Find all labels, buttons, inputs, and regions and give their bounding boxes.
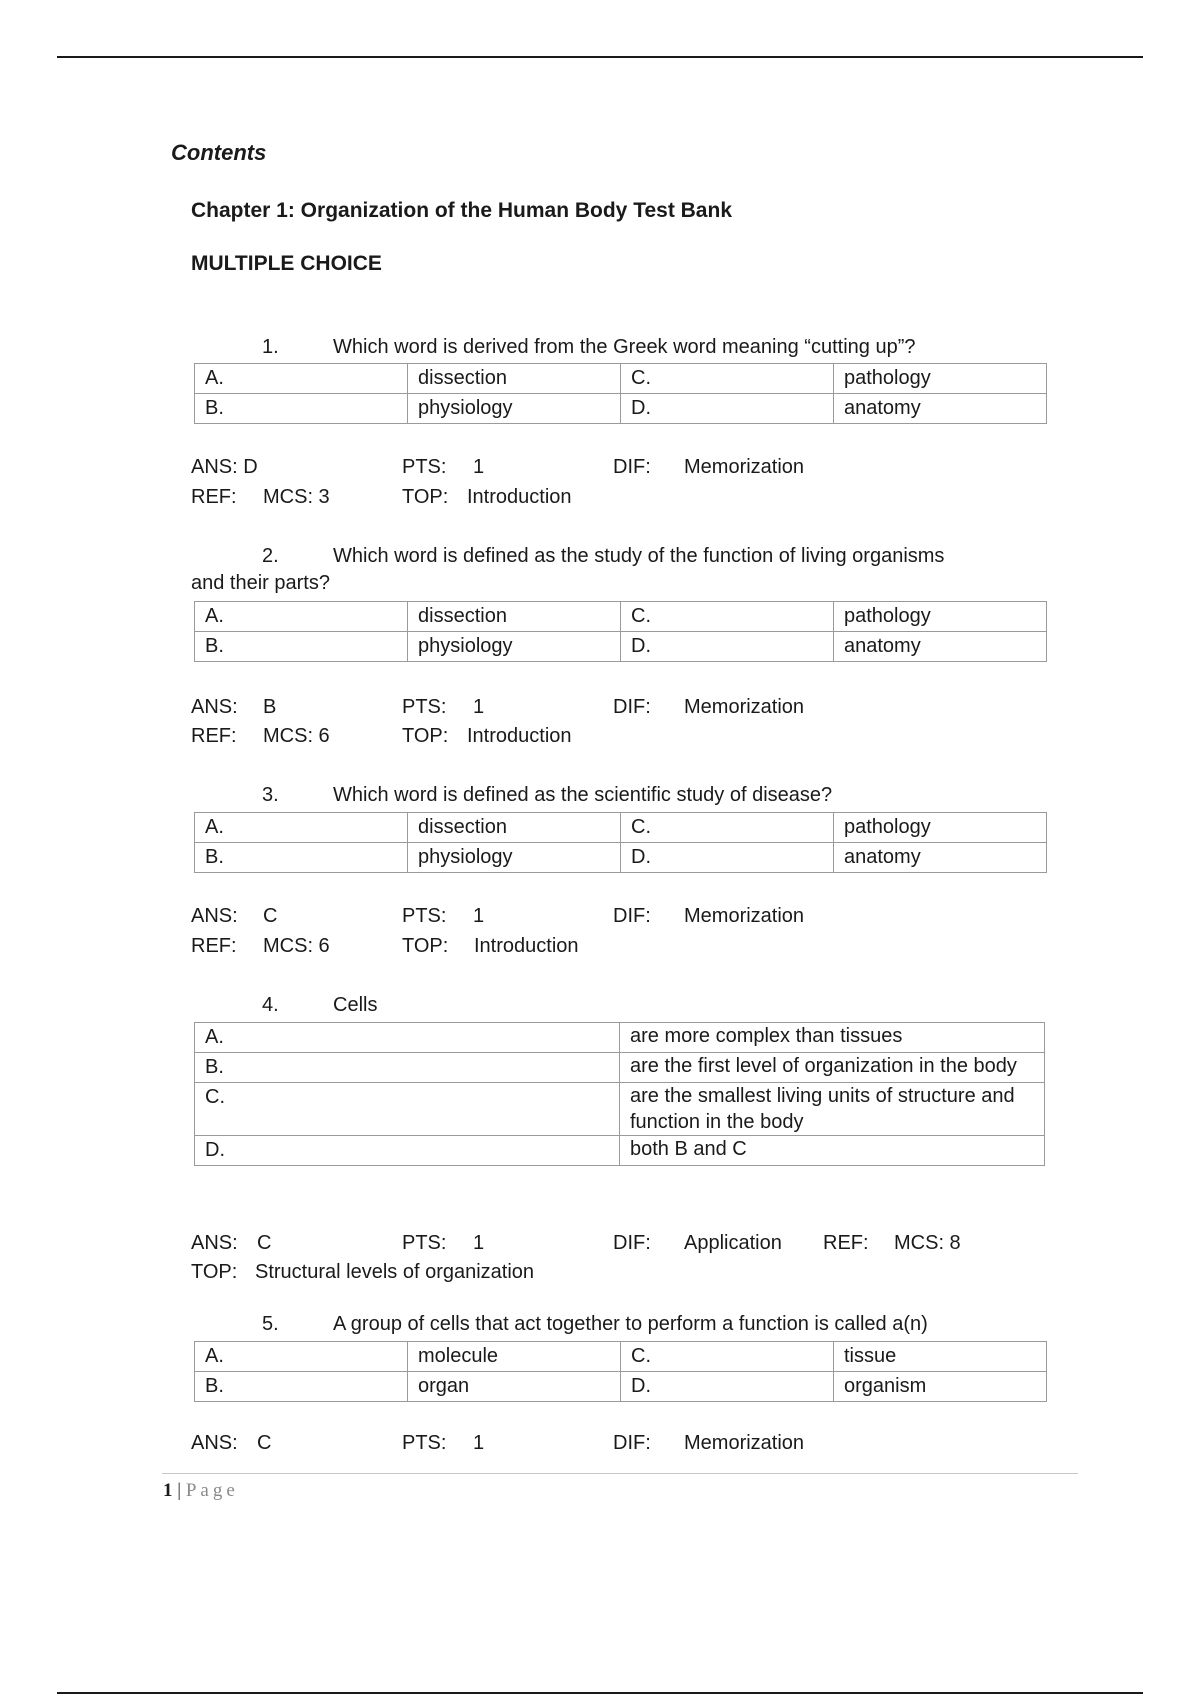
option-letter: B. xyxy=(195,632,408,662)
answer-value: B xyxy=(263,696,277,718)
reference-label: REF: xyxy=(191,486,237,508)
table-row xyxy=(195,1136,1045,1166)
question-text: Cells xyxy=(333,994,378,1016)
difficulty-label: DIF: xyxy=(613,905,651,927)
answer-label: ANS: xyxy=(191,1232,238,1254)
option-letter: A. xyxy=(195,1342,408,1372)
answer-label: ANS: xyxy=(191,696,238,718)
difficulty-value: Application xyxy=(684,1232,782,1254)
difficulty-label: DIF: xyxy=(613,1232,651,1254)
option-text: anatomy xyxy=(834,394,1047,424)
table-row xyxy=(195,1083,1045,1136)
question-number: 5. xyxy=(262,1313,279,1335)
table-row xyxy=(195,632,1047,662)
option-text: anatomy xyxy=(834,632,1047,662)
topic-value: Introduction xyxy=(467,725,572,747)
section-heading: MULTIPLE CHOICE xyxy=(191,252,382,275)
option-text: tissue xyxy=(834,1342,1047,1372)
page-separator: | xyxy=(177,1480,182,1501)
option-letter: A. xyxy=(195,602,408,632)
topic-label: TOP: xyxy=(402,725,449,747)
page-number: 1 xyxy=(163,1480,173,1501)
table-row xyxy=(195,1053,1045,1083)
topic-label: TOP: xyxy=(402,486,449,508)
option-text: physiology xyxy=(408,843,621,873)
points-value: 1 xyxy=(473,696,485,718)
option-letter: D. xyxy=(621,843,834,873)
topic-label: TOP: xyxy=(402,935,449,957)
reference-label: REF: xyxy=(191,725,237,747)
option-text: organism xyxy=(834,1372,1047,1402)
option-letter: B. xyxy=(195,1372,408,1402)
option-letter: B. xyxy=(195,394,408,424)
question-number: 1. xyxy=(262,336,279,358)
difficulty-label: DIF: xyxy=(613,1432,651,1454)
option-text: dissection xyxy=(408,813,621,843)
points-label: PTS: xyxy=(402,456,447,478)
reference-label: REF: xyxy=(823,1232,869,1254)
option-letter: C. xyxy=(621,1342,834,1372)
topic-value: Structural levels of organization xyxy=(255,1261,535,1283)
option-text: are the first level of organization in the body xyxy=(620,1053,1045,1083)
points-value: 1 xyxy=(473,905,485,927)
question-text: Which word is defined as the study of the function of living organisms xyxy=(333,545,945,567)
footer-rule xyxy=(162,1473,1078,1474)
table-row xyxy=(195,1372,1047,1402)
options-table-5 xyxy=(194,1341,1047,1402)
options-table-4 xyxy=(194,1022,1045,1166)
page-footer xyxy=(163,1480,239,1502)
option-text: organ xyxy=(408,1372,621,1402)
answer-value: C xyxy=(257,1232,272,1254)
question-text: Which word is derived from the Greek word meaning “cutting up”? xyxy=(333,336,916,358)
points-label: PTS: xyxy=(402,1232,447,1254)
option-letter: D. xyxy=(621,394,834,424)
question-text: Which word is defined as the scientific study of disease? xyxy=(333,784,833,806)
page-word: Page xyxy=(185,1480,239,1501)
option-letter: C. xyxy=(621,364,834,394)
points-value: 1 xyxy=(473,1432,485,1454)
question-number: 2. xyxy=(262,545,279,567)
answer-value: C xyxy=(257,1432,272,1454)
option-text: are the smallest living units of structure and function in the body xyxy=(620,1083,1045,1136)
answer-label: ANS: D xyxy=(191,456,258,478)
option-letter: C. xyxy=(621,813,834,843)
question-text-continued: and their parts? xyxy=(191,572,330,594)
option-letter: A. xyxy=(195,813,408,843)
question-number: 3. xyxy=(262,784,279,806)
topic-label: TOP: xyxy=(191,1261,238,1283)
bottom-rule xyxy=(57,1692,1143,1694)
contents-heading: Contents xyxy=(171,140,267,165)
option-text: dissection xyxy=(408,602,621,632)
table-row xyxy=(195,602,1047,632)
difficulty-label: DIF: xyxy=(613,696,651,718)
topic-value: Introduction xyxy=(474,935,579,957)
points-value: 1 xyxy=(473,456,485,478)
option-letter: B. xyxy=(195,843,408,873)
option-text: dissection xyxy=(408,364,621,394)
points-label: PTS: xyxy=(402,1432,447,1454)
table-row xyxy=(195,394,1047,424)
difficulty-value: Memorization xyxy=(684,905,805,927)
option-text: are more complex than tissues xyxy=(620,1023,1045,1053)
difficulty-label: DIF: xyxy=(613,456,651,478)
option-letter: D. xyxy=(621,1372,834,1402)
difficulty-value: Memorization xyxy=(684,456,805,478)
options-table-2 xyxy=(194,601,1047,662)
option-letter: C. xyxy=(621,602,834,632)
difficulty-value: Memorization xyxy=(684,1432,805,1454)
option-text: both B and C xyxy=(620,1136,1045,1166)
reference-value: MCS: 8 xyxy=(894,1232,961,1254)
answer-label: ANS: xyxy=(191,905,238,927)
options-table-1 xyxy=(194,363,1047,424)
reference-value: MCS: 3 xyxy=(263,486,330,508)
answer-label: ANS: xyxy=(191,1432,238,1454)
option-letter: C. xyxy=(195,1083,620,1136)
question-text: A group of cells that act together to perform a function is called a(n) xyxy=(333,1313,928,1335)
points-label: PTS: xyxy=(402,696,447,718)
option-letter: D. xyxy=(195,1136,620,1166)
option-text: physiology xyxy=(408,632,621,662)
option-text: anatomy xyxy=(834,843,1047,873)
option-text: molecule xyxy=(408,1342,621,1372)
reference-label: REF: xyxy=(191,935,237,957)
reference-value: MCS: 6 xyxy=(263,725,330,747)
option-text: pathology xyxy=(834,813,1047,843)
option-letter: D. xyxy=(621,632,834,662)
answer-value: C xyxy=(263,905,278,927)
option-letter: B. xyxy=(195,1053,620,1083)
options-table-3 xyxy=(194,812,1047,873)
topic-value: Introduction xyxy=(467,486,572,508)
question-number: 4. xyxy=(262,994,279,1016)
table-row xyxy=(195,1342,1047,1372)
option-letter: A. xyxy=(195,364,408,394)
table-row xyxy=(195,1023,1045,1053)
option-letter: A. xyxy=(195,1023,620,1053)
difficulty-value: Memorization xyxy=(684,696,805,718)
option-text: pathology xyxy=(834,602,1047,632)
points-label: PTS: xyxy=(402,905,447,927)
points-value: 1 xyxy=(473,1232,485,1254)
chapter-title: Chapter 1: Organization of the Human Body Test Bank xyxy=(191,199,732,222)
table-row xyxy=(195,813,1047,843)
option-text: physiology xyxy=(408,394,621,424)
table-row xyxy=(195,364,1047,394)
table-row xyxy=(195,843,1047,873)
reference-value: MCS: 6 xyxy=(263,935,330,957)
top-rule xyxy=(57,56,1143,58)
option-text: pathology xyxy=(834,364,1047,394)
